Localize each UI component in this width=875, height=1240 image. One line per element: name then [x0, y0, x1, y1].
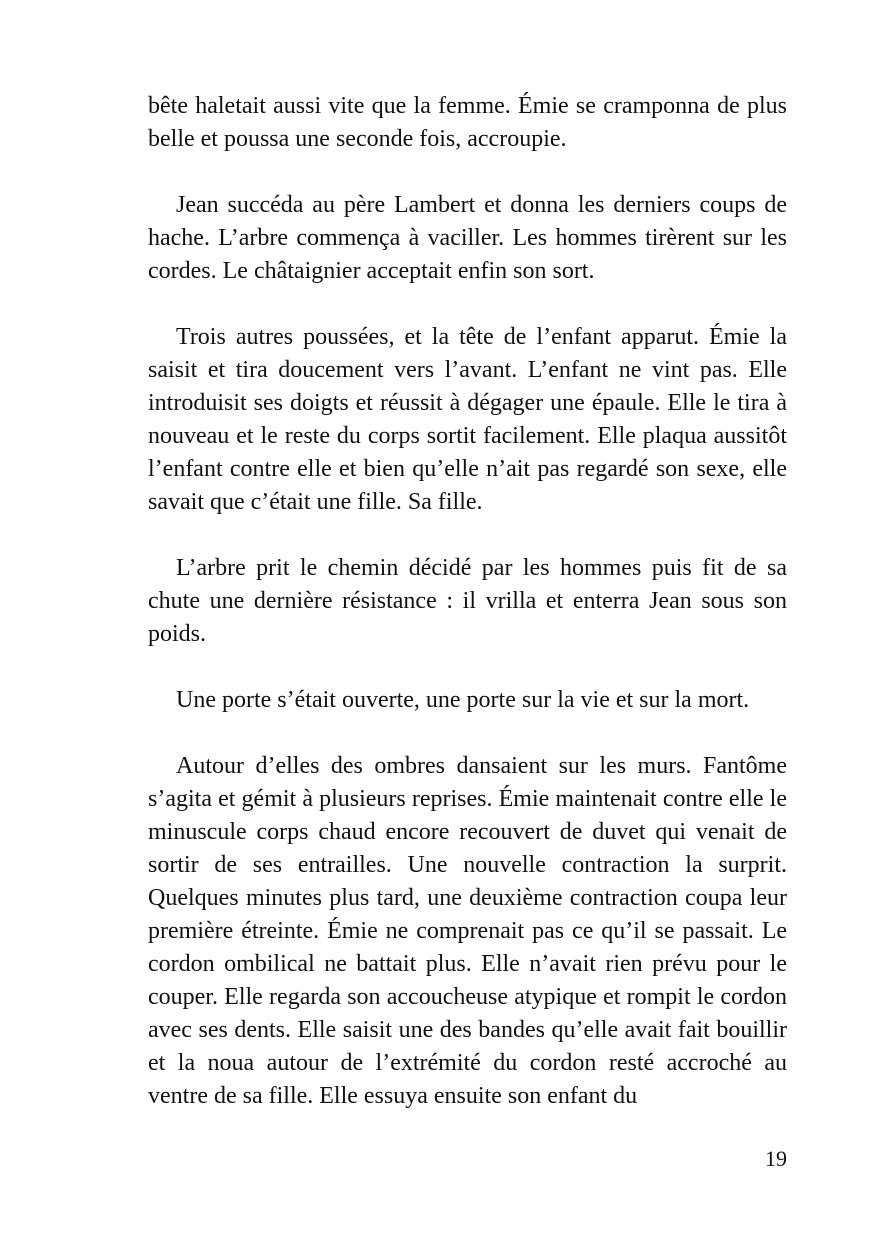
- body-text: [148, 90, 787, 1113]
- paragraph: Une porte s’était ouverte, une porte sur la vie et sur la mort.: [176, 687, 750, 713]
- paragraph: Jean succéda au père Lambert et donna les derniers coups de hache. L’arbre commença à vaciller. Les hommes tirèrent sur les cordes. Le châtaignier acceptait enfin son sort.: [148, 192, 787, 284]
- paragraph: Trois autres poussées, et la tête de l’enfant apparut. Émie la saisit et tira doucement vers l’avant. L’enfant ne vint pas. Elle introduisit ses doigts et réussit à dégager une épaule. Elle le tira à nouveau et le reste du corps sortit facilement. Elle plaqua aussitôt l’enfant contre elle et bien qu’elle n’ait pas regardé son sexe, elle savait que c’était une fille. Sa fille.: [148, 324, 787, 515]
- paragraph-continued: bête haletait aussi vite que la femme. Émie se cramponna de plus belle et poussa une seconde fois, accroupie.: [148, 93, 787, 152]
- page-number: 19: [765, 1146, 787, 1171]
- paragraph: L’arbre prit le chemin décidé par les hommes puis fit de sa chute une dernière résistance : il vrilla et enterra Jean sous son poids.: [148, 555, 787, 647]
- paragraph: Autour d’elles des ombres dansaient sur les murs. Fantôme s’agita et gémit à plusieurs reprises. Émie maintenait contre elle le minuscule corps chaud encore recouvert de duvet qui venait de sortir de ses entrailles. Une nouvelle contraction la surprit. Quelques minutes plus tard, une deuxième contraction coupa leur première étreinte. Émie ne comprenait pas ce qu’il se passait. Le cordon ombilical ne battait plus. Elle n’avait rien prévu pour le couper. Elle regarda son accoucheuse atypique et rompit le cordon avec ses dents. Elle saisit une des bandes qu’elle avait fait bouillir et la noua autour de l’extrémité du cordon resté accroché au ventre de sa fille. Elle essuya ensuite son enfant du: [148, 753, 787, 1109]
